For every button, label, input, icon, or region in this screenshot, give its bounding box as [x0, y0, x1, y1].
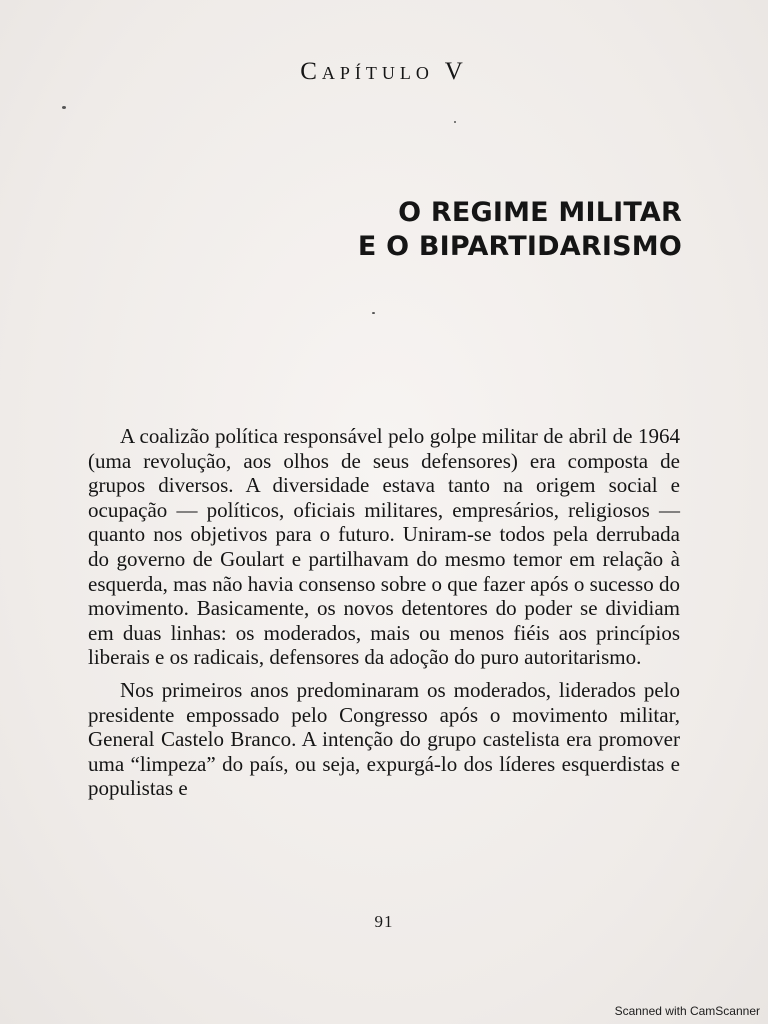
- scan-speck: [372, 312, 375, 314]
- paragraph: A coalizão política responsável pelo golpe militar de abril de 1964 (uma revolução, aos olhos de seus defensores) era composta de grupos diversos. A diversidade estava tanto na origem social e ocupação — políticos, oficiais militares, empresários, religiosos — quanto nos objetivos para o futuro. Uniram-se todos pela derrubada do governo de Goulart e partilhavam do mesmo temor em relação à esquerda, mas não havia consenso sobre o que fazer após o sucesso do movimento. Basicamente, os novos detentores do poder se dividiam em duas linhas: os moderados, mais ou menos fiéis aos princípios liberais e os radicais, defensores da adoção do puro autoritarismo.: [88, 424, 680, 670]
- scan-speck: [454, 121, 456, 123]
- scan-speck: [62, 106, 66, 109]
- chapter-title-line-2: E O BIPARTIDARISMO: [357, 231, 682, 262]
- page-number: 91: [374, 912, 394, 931]
- chapter-title: [358, 196, 682, 264]
- chapter-heading: Capítulo V: [300, 58, 468, 85]
- body-text: [88, 424, 680, 809]
- scanner-watermark: Scanned with CamScanner: [614, 1004, 760, 1018]
- paragraph: Nos primeiros anos predominaram os moderados, liderados pelo presidente empossado pelo Congresso após o movimento militar, General Castelo Branco. A intenção do grupo castelista era promover uma “limpeza” do país, ou seja, expurgá-lo dos líderes esquerdistas e populistas e: [88, 677, 680, 801]
- chapter-title-line-1: O REGIME MILITAR: [398, 197, 682, 228]
